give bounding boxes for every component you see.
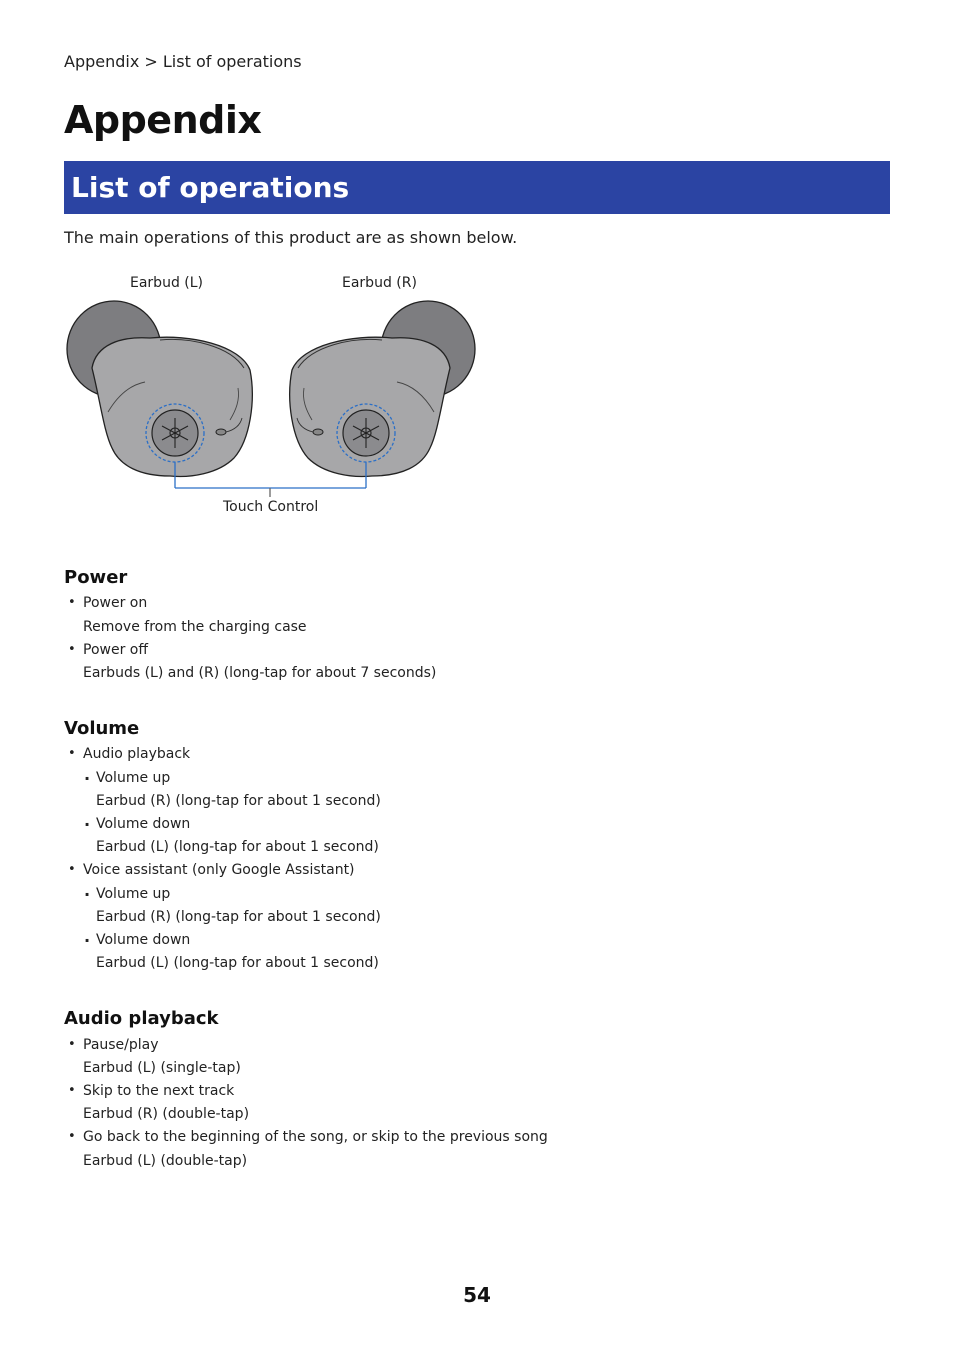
list-item-detail: Earbuds (L) and (R) (long-tap for about 7 seconds) xyxy=(83,665,437,681)
label-earbud-right: Earbud (R) xyxy=(342,275,417,291)
breadcrumb: Appendix > List of operations xyxy=(64,52,302,71)
list-item-detail: Earbud (L) (single-tap) xyxy=(83,1060,241,1076)
sub-list-item: · Volume down xyxy=(96,932,190,948)
label-touch-control: Touch Control xyxy=(223,499,319,515)
label-earbud-left: Earbud (L) xyxy=(130,275,204,291)
earbud-right-drawing xyxy=(290,301,475,476)
list-item: • Skip to the next track xyxy=(83,1083,234,1099)
intro-text: The main operations of this product are as shown below. xyxy=(64,228,518,247)
list-item-detail: Earbud (L) (double-tap) xyxy=(83,1153,248,1169)
list-item: • Power on xyxy=(83,595,147,611)
list-item: • Voice assistant (only Google Assistant) xyxy=(83,862,355,878)
sub-list-item: · Volume up xyxy=(96,770,170,786)
list-item-detail: Earbud (R) (double-tap) xyxy=(83,1106,250,1122)
earbud-left-drawing xyxy=(67,301,252,476)
list-item: • Pause/play xyxy=(83,1037,159,1053)
section-title: List of operations xyxy=(71,171,350,204)
heading-audio-playback: Audio playback xyxy=(64,1008,219,1029)
list-item-detail: Earbud (L) (long-tap for about 1 second) xyxy=(96,839,379,855)
sub-list-item: · Volume up xyxy=(96,886,170,902)
list-item: • Audio playback xyxy=(83,746,190,762)
list-item-detail: Earbud (L) (long-tap for about 1 second) xyxy=(96,955,379,971)
heading-volume: Volume xyxy=(64,718,140,739)
page-number: 54 xyxy=(463,1283,491,1307)
list-item-detail: Remove from the charging case xyxy=(83,619,307,635)
page-title: Appendix xyxy=(64,98,262,142)
sub-list-item: · Volume down xyxy=(96,816,190,832)
list-item-detail: Earbud (R) (long-tap for about 1 second) xyxy=(96,909,381,925)
list-item: • Power off xyxy=(83,642,148,658)
list-item: • Go back to the beginning of the song, or skip to the previous song xyxy=(83,1129,548,1145)
list-item-detail: Earbud (R) (long-tap for about 1 second) xyxy=(96,793,381,809)
heading-power: Power xyxy=(64,567,128,588)
